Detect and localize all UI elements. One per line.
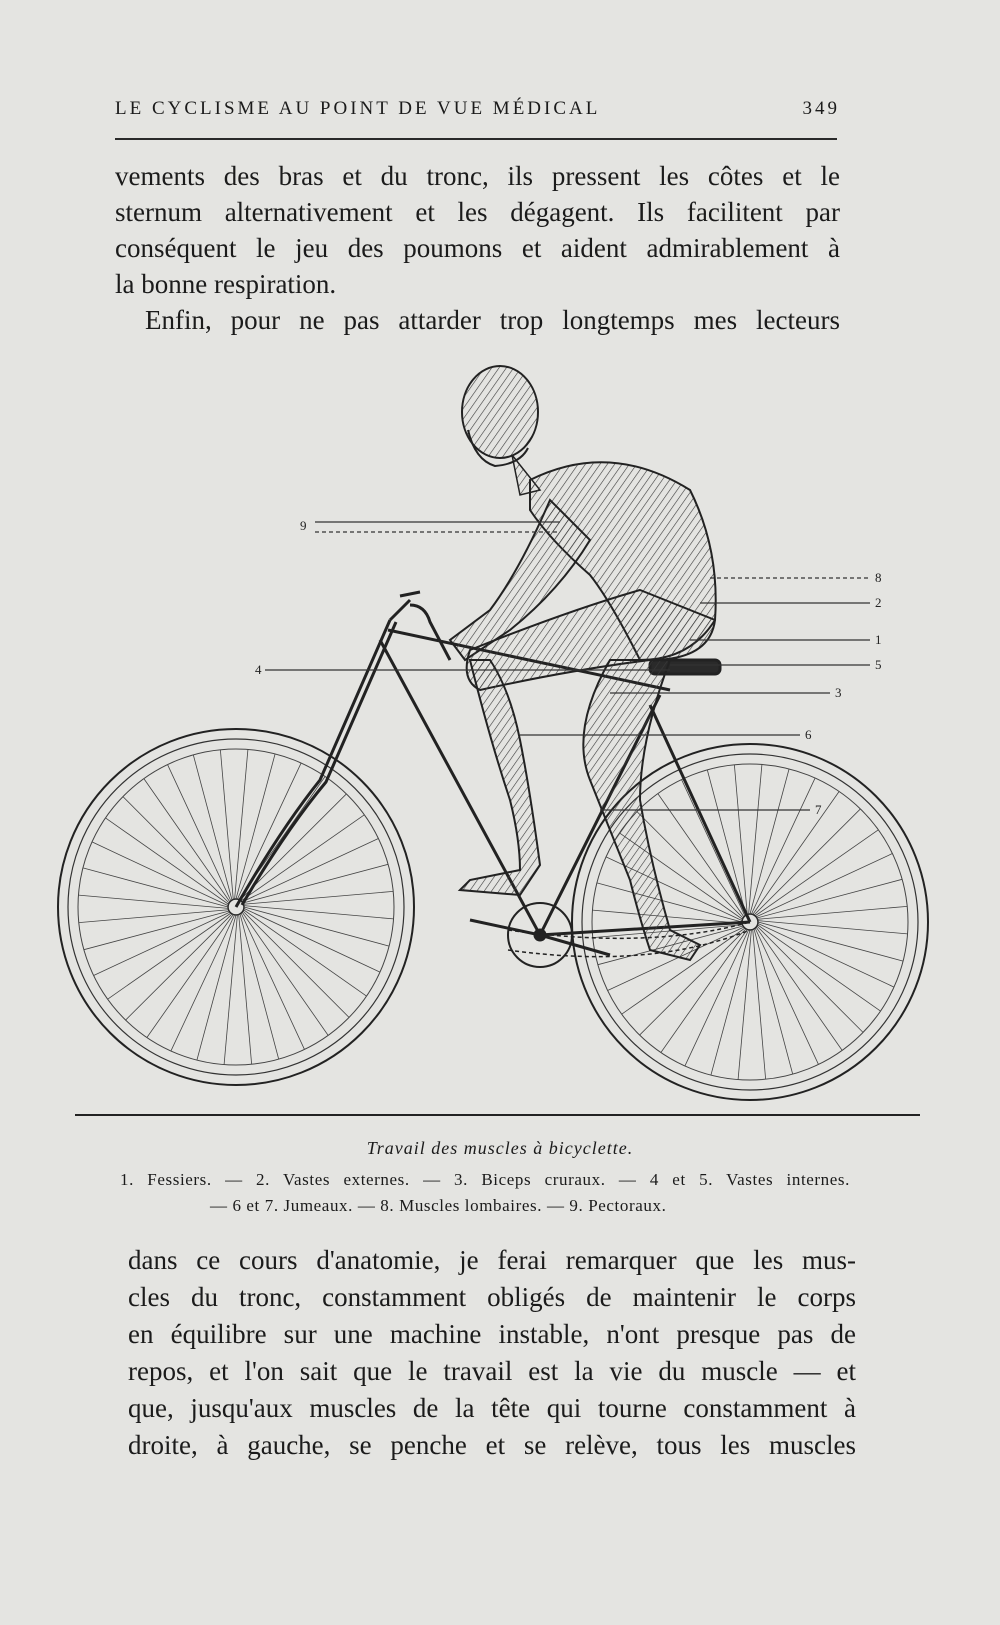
text-line: sternum alternativement et les dégagent. Ils facilitent par <box>115 197 840 227</box>
wheel-spoke <box>240 914 279 1059</box>
running-title: LE CYCLISME AU POINT DE VUE MÉDICAL <box>115 98 601 119</box>
wheel-spoke <box>168 765 231 901</box>
text-line: Enfin, pour ne pas attarder trop longtemps mes lecteurs <box>145 305 840 335</box>
wheel-spoke <box>94 912 230 975</box>
wheel-spoke <box>756 854 892 917</box>
wheel-spoke <box>241 815 364 901</box>
wheel-spoke <box>597 883 742 922</box>
figure-caption: Travail des muscles à bicyclette. <box>366 1138 634 1158</box>
wheel-spoke <box>239 915 252 1065</box>
wheel-spoke <box>244 907 389 946</box>
wheel-spoke <box>147 915 233 1038</box>
wheel-spoke <box>242 912 328 1035</box>
wheel-spoke <box>220 750 233 900</box>
wheel-spoke <box>758 921 908 934</box>
wheel-spoke <box>758 922 903 961</box>
wheel-spoke <box>757 926 863 1032</box>
wheel-spoke <box>236 754 275 899</box>
wheel-spoke <box>83 868 228 907</box>
text-line: conséquent le jeu des poumons et aident admirablement à <box>115 233 840 263</box>
wheel-spoke <box>197 915 236 1060</box>
wheel-spoke <box>754 929 793 1074</box>
wheel-spoke <box>755 928 818 1064</box>
wheel-spoke <box>755 830 878 916</box>
wheel-spoke <box>123 797 229 903</box>
wheel-spoke <box>144 779 230 902</box>
wheel-spoke <box>244 906 394 919</box>
callout-2: 2 <box>875 595 882 610</box>
wheel-spoke <box>756 927 842 1050</box>
wheel-spoke <box>243 911 349 1017</box>
text-line: cles du tronc, constamment obligés de maintenir le corps <box>128 1282 856 1312</box>
wheel-spoke <box>235 749 248 899</box>
wheel-spoke <box>758 906 908 919</box>
wheel-spoke <box>754 809 860 915</box>
wheel-spoke <box>757 879 902 918</box>
text-line: dans ce cours d'anatomie, je ferai remarquer que les mus- <box>128 1245 856 1275</box>
wheel-spoke <box>753 930 766 1080</box>
text-line: droite, à gauche, se penche et se relève, tous les muscles <box>128 1430 856 1460</box>
wheel-spoke <box>244 910 367 996</box>
wheel-spoke <box>711 930 750 1075</box>
callout-6: 6 <box>805 727 812 742</box>
wheel-spoke <box>244 891 394 904</box>
text-line: vements des bras et du tronc, ils pressent les côtes et le <box>115 161 840 191</box>
callout-3: 3 <box>835 685 842 700</box>
figure-legend-line: — 6 et 7. Jumeaux. — 8. Muscles lombaires. — 9. Pectoraux. <box>210 1196 667 1215</box>
running-head <box>115 98 840 120</box>
wheel-spoke <box>241 913 304 1049</box>
callout-5: 5 <box>875 657 882 672</box>
wheel-spoke <box>106 818 229 904</box>
text-line: que, jusqu'aux muscles de la tête qui tourne constamment à <box>128 1393 856 1423</box>
wheel-spoke <box>78 895 228 908</box>
wheel-spoke <box>750 769 789 914</box>
callout-9: 9 <box>300 518 307 533</box>
wheel-spoke <box>224 915 237 1065</box>
wheel-spoke <box>758 925 881 1011</box>
callout-8: 8 <box>875 570 882 585</box>
wheel-spoke <box>84 911 229 950</box>
illustration-svg <box>50 360 950 1130</box>
cyclist-muscles-illustration <box>50 360 950 1130</box>
wheel-spoke <box>738 930 751 1080</box>
callout-1: 1 <box>875 632 882 647</box>
wheel-spoke <box>749 764 762 914</box>
wheel-spoke <box>193 755 232 900</box>
text-line: la bonne respiration. <box>115 269 337 299</box>
text-line: repos, et l'on sait que le travail est la vie du muscle — et <box>128 1356 856 1386</box>
wheel-spoke <box>79 910 229 923</box>
wheel-spoke <box>682 780 745 916</box>
text-line: en équilibre sur une machine instable, n'ont presque pas de <box>128 1319 856 1349</box>
wheel-spoke <box>108 913 231 999</box>
callout-7: 7 <box>815 802 822 817</box>
header-rule <box>115 138 837 140</box>
wheel-spoke <box>126 914 232 1020</box>
page-number: 349 <box>802 98 840 119</box>
figure-legend-line: 1. Fessiers. — 2. Vastes externes. — 3. Biceps cruraux. — 4 et 5. Vastes internes. <box>120 1170 850 1189</box>
callout-4: 4 <box>255 662 262 677</box>
